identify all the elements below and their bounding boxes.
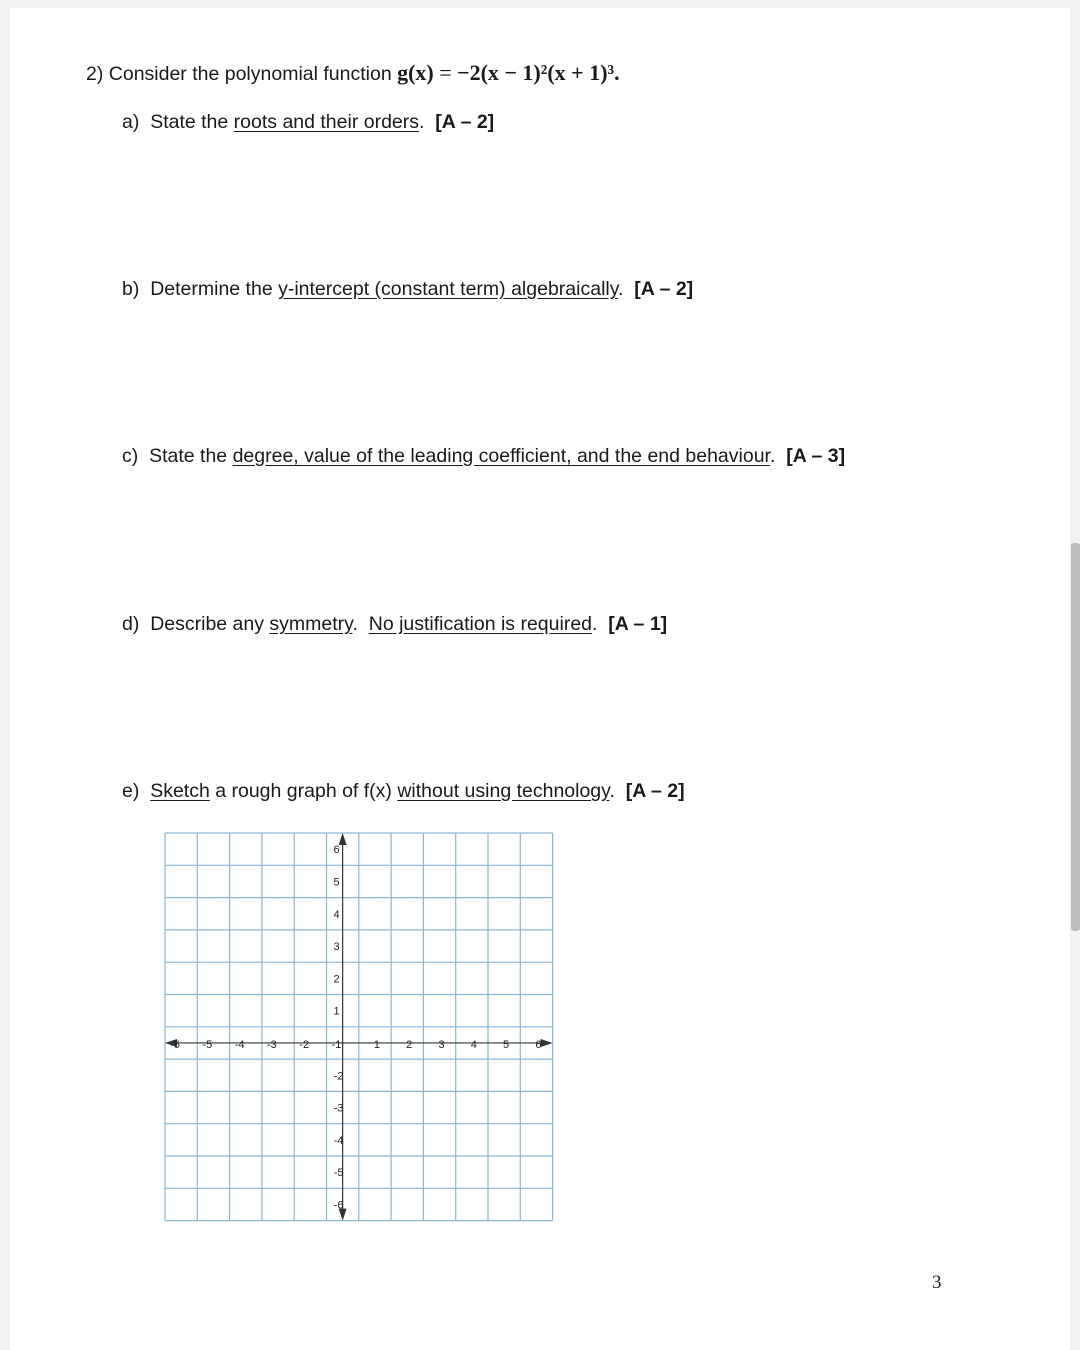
question-number: 2): [86, 63, 104, 85]
x-tick-label: 3: [438, 1038, 445, 1051]
part-d-mid: .: [352, 613, 358, 635]
part-b-pre: Determine the: [150, 278, 273, 300]
part-b-underlined: y-intercept (constant term) algebraically: [278, 278, 619, 300]
x-tick-label: -2: [299, 1038, 310, 1051]
part-c-underlined: degree, value of the leading coefficient, and the end behaviour: [232, 445, 770, 467]
part-a-mark: [A – 2]: [435, 111, 495, 133]
x-tick-label: -6: [170, 1038, 180, 1051]
y-tick-label: -5: [333, 1167, 344, 1180]
y-tick-label: -6: [333, 1199, 344, 1212]
part-e: [122, 780, 685, 803]
x-tick-label: 2: [406, 1038, 413, 1051]
part-d-mark: [A – 1]: [608, 613, 668, 635]
y-tick-label: -3: [333, 1102, 344, 1115]
function-lhs: g(x): [397, 60, 434, 85]
part-d: [122, 613, 667, 636]
y-tick-label: 3: [333, 941, 340, 953]
y-tick-label: -4: [333, 1134, 344, 1147]
x-tick-label: -4: [234, 1038, 245, 1051]
part-b-mid: .: [618, 278, 624, 300]
part-b-mark: [A – 2]: [634, 278, 694, 300]
part-e-underlined-1: Sketch: [150, 780, 210, 802]
function-rhs: −2(x − 1)²(x + 1)³: [457, 60, 615, 85]
function-period: .: [614, 60, 620, 85]
part-c-mid: .: [769, 445, 776, 467]
part-a: [122, 111, 494, 134]
y-tick-label: 6: [333, 844, 340, 857]
x-tick-label: -5: [202, 1038, 213, 1051]
page-number: 3: [932, 1272, 942, 1293]
x-tick-label: 1: [373, 1038, 380, 1051]
part-d-underlined-1: symmetry: [269, 613, 353, 635]
question-intro: Consider the polynomial function: [108, 63, 392, 85]
part-c-pre: State the: [149, 445, 228, 467]
y-tick-label: -2: [333, 1070, 344, 1083]
part-d-underlined-2: No justification is required: [368, 613, 593, 635]
x-tick-label: 5: [503, 1038, 510, 1051]
part-e-post: .: [609, 780, 615, 802]
part-e-underlined-2: without using technology: [397, 780, 610, 802]
part-a-underlined: roots and their orders: [233, 111, 420, 133]
part-e-mid: a rough graph of f(x): [215, 780, 392, 802]
part-e-mark: [A – 2]: [625, 780, 685, 802]
x-tick-label: -1: [331, 1038, 342, 1051]
x-axis-right-arrow: [541, 1039, 553, 1047]
coordinate-grid[interactable]: [161, 823, 561, 1225]
part-d-post: .: [592, 613, 598, 635]
part-d-label: d): [122, 613, 140, 635]
x-tick-label: 4: [470, 1038, 477, 1051]
y-tick-label: 5: [333, 876, 340, 889]
part-c-label: c): [122, 445, 139, 467]
function-equals: =: [439, 60, 452, 85]
x-tick-label: -3: [267, 1038, 277, 1051]
part-b: [122, 278, 693, 301]
part-a-pre: State the: [150, 111, 229, 133]
y-tick-label: 4: [333, 908, 340, 921]
part-c-mark: [A – 3]: [786, 445, 846, 467]
part-a-mid: .: [419, 111, 425, 133]
part-a-label: a): [122, 111, 140, 133]
part-c: [122, 445, 845, 468]
grid-lines: [165, 833, 553, 1221]
y-axis-up-arrow: [339, 833, 347, 845]
y-tick-label: 2: [333, 973, 340, 986]
part-d-pre: Describe any: [150, 613, 264, 635]
y-tick-label: 1: [333, 1005, 340, 1018]
part-b-label: b): [122, 278, 140, 300]
x-tick-label: 6: [535, 1038, 542, 1051]
question-header: [86, 60, 620, 86]
scrollbar-thumb[interactable]: [1071, 543, 1080, 931]
part-e-label: e): [122, 780, 140, 802]
